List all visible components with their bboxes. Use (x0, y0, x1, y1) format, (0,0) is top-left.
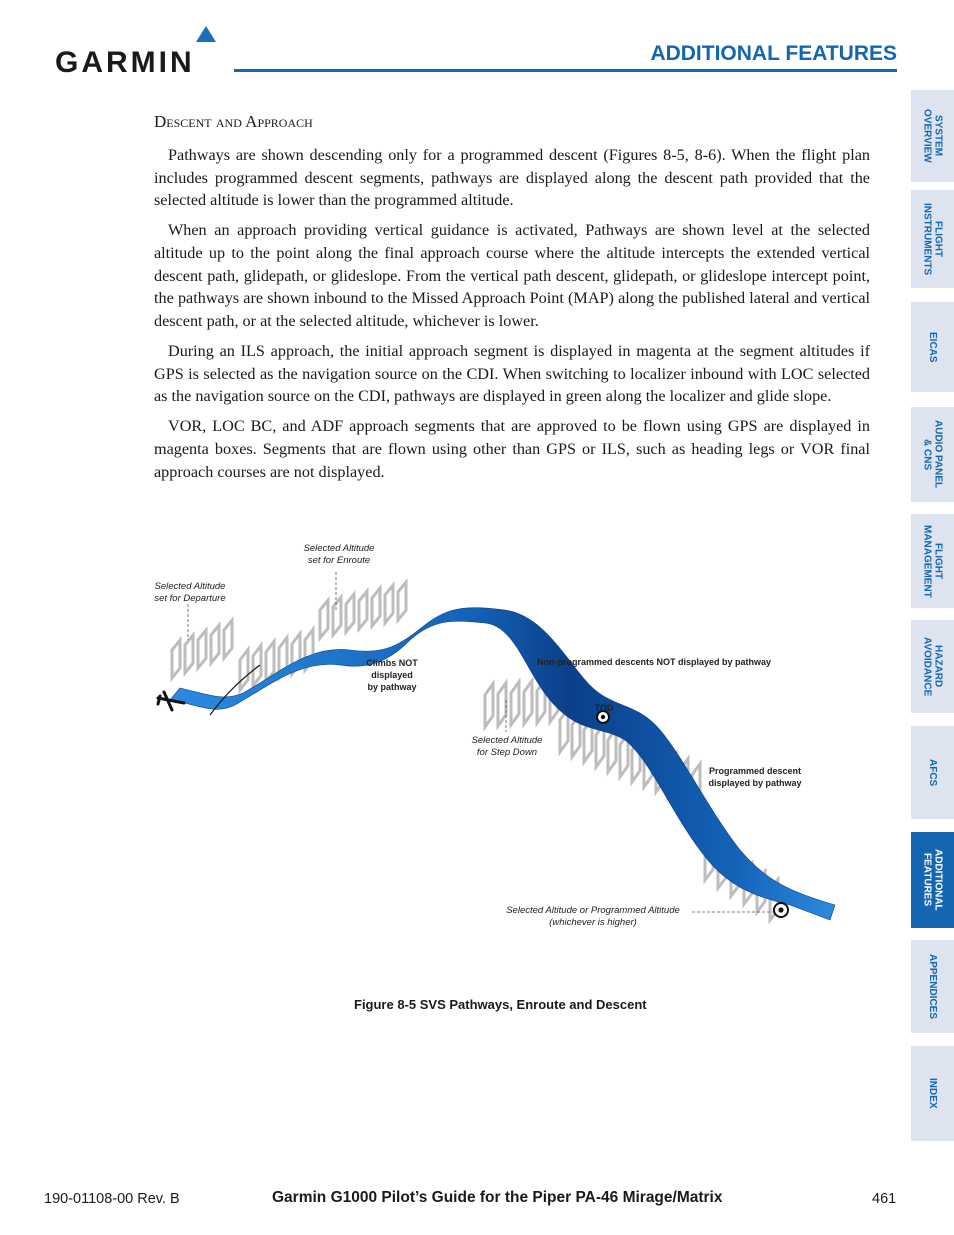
footer-title: Garmin G1000 Pilot’s Guide for the Piper PA-46 Mirage/Matrix (272, 1189, 723, 1206)
tab-label: HAZARD AVOIDANCE (921, 636, 944, 697)
section-heading: Descent and Approach (154, 112, 313, 131)
pathway-box (385, 585, 393, 623)
tab-label: FLIGHT INSTRUMENTS (921, 202, 944, 276)
paragraph: During an ILS approach, the initial approach segment is displayed in magenta at the segment altitudes if GPS is selected as the navigation source on the CDI. When switching to localizer inbound with LOC selected as the navigation source on the CDI, pathways are displayed in green along the localizer and glide slope. (154, 341, 870, 406)
pathway-box (524, 681, 532, 724)
tab-label: SYSTEM OVERVIEW (921, 109, 944, 163)
tab-label: APPENDICES (927, 953, 938, 1019)
pathway-box (240, 650, 248, 691)
tab-label: INDEX (927, 1078, 938, 1109)
pathway-box (185, 635, 193, 673)
page-number: 461 (872, 1191, 897, 1207)
label-climbs-not-displayed: Climbs NOT displayed by pathway (366, 658, 418, 692)
tab-label: AFCS (927, 758, 938, 787)
tab-audio-panel-cns[interactable] (911, 407, 954, 502)
tab-label: AUDIO PANEL & CNS (921, 420, 944, 489)
pathway-box (498, 683, 506, 726)
tab-appendices[interactable] (911, 940, 954, 1033)
pathway-box (359, 591, 367, 629)
map-marker-icon (774, 903, 788, 917)
pathway-box (333, 597, 341, 635)
tab-additional-features[interactable] (911, 832, 954, 928)
tab-afcs[interactable] (911, 726, 954, 819)
tab-label: EICAS (927, 331, 938, 363)
tab-label: ADDITIONAL FEATURES (921, 849, 944, 911)
tab-flight-instruments[interactable] (911, 190, 954, 288)
svs-pathways-figure (140, 520, 870, 960)
tab-eicas[interactable] (911, 302, 954, 392)
pathway-box (224, 620, 232, 658)
pathway-box (198, 630, 206, 668)
label-sel-alt-departure: Selected Altitude set for Departure (154, 581, 226, 604)
pathway-box (372, 588, 380, 626)
pathway-box (320, 600, 328, 638)
figure-caption: Figure 8-5 SVS Pathways, Enroute and Descent (354, 997, 647, 1012)
pathway-box (172, 640, 180, 678)
paragraph: Pathways are shown descending only for a programmed descent (Figures 8-5, 8-6). When the flight plan includes programmed descent segments, pathways are displayed along the descent path provided that the selected altitude is lower than the programmed altitude. (154, 146, 870, 210)
body-text (154, 144, 870, 491)
paragraph: VOR, LOC BC, and ADF approach segments that are approved to be flown using GPS are displayed in magenta boxes. Segments that are flown using other than GPS or ILS, such as heading legs or VOR final approach courses are not displayed. (154, 417, 870, 481)
label-sel-alt-step-down: Selected Altitude for Step Down (471, 735, 543, 758)
garmin-logo (55, 26, 220, 79)
label-sel-alt-enroute: Selected Altitude set for Enroute (303, 543, 375, 566)
paragraph: When an approach providing vertical guidance is activated, Pathways are shown level at the selected altitude up to the point along the final approach course where the altitude intercepts the extended vertical descent path, glidepath, or glideslope. From the vertical path descent, glidepath, or glideslope intercept point, the pathways are shown inbound to the Missed Approach Point (MAP) along the published lateral and vertical descent path, or at the selected altitude, whichever is lower. (154, 221, 870, 330)
tab-hazard-avoidance[interactable] (911, 620, 954, 713)
header-rule (234, 69, 897, 72)
label-sel-alt-programmed: Selected Altitude or Programmed Altitude (whichever is higher) (506, 905, 680, 928)
label-programmed-descent: Programmed descent displayed by pathway (708, 766, 802, 788)
logo-text: GARMIN (55, 46, 195, 79)
section-title: ADDITIONAL FEATURES (650, 42, 897, 65)
tab-system-overview[interactable] (911, 90, 954, 182)
pathway-box (346, 594, 354, 632)
tab-flight-management[interactable] (911, 514, 954, 608)
pathway-ribbon (170, 608, 835, 920)
logo-triangle-icon (196, 26, 216, 42)
label-non-programmed: Non-programmed descents NOT displayed by pathway (536, 657, 772, 667)
pathway-box (511, 682, 519, 725)
pathway-box (211, 625, 219, 663)
pathway-box (485, 684, 493, 727)
tab-index[interactable] (911, 1046, 954, 1141)
pathway-box (398, 582, 406, 620)
tab-label: FLIGHT MANAGEMENT (921, 524, 944, 598)
label-tod: TOD (594, 703, 614, 713)
doc-number: 190-01108-00 Rev. B (44, 1191, 180, 1207)
